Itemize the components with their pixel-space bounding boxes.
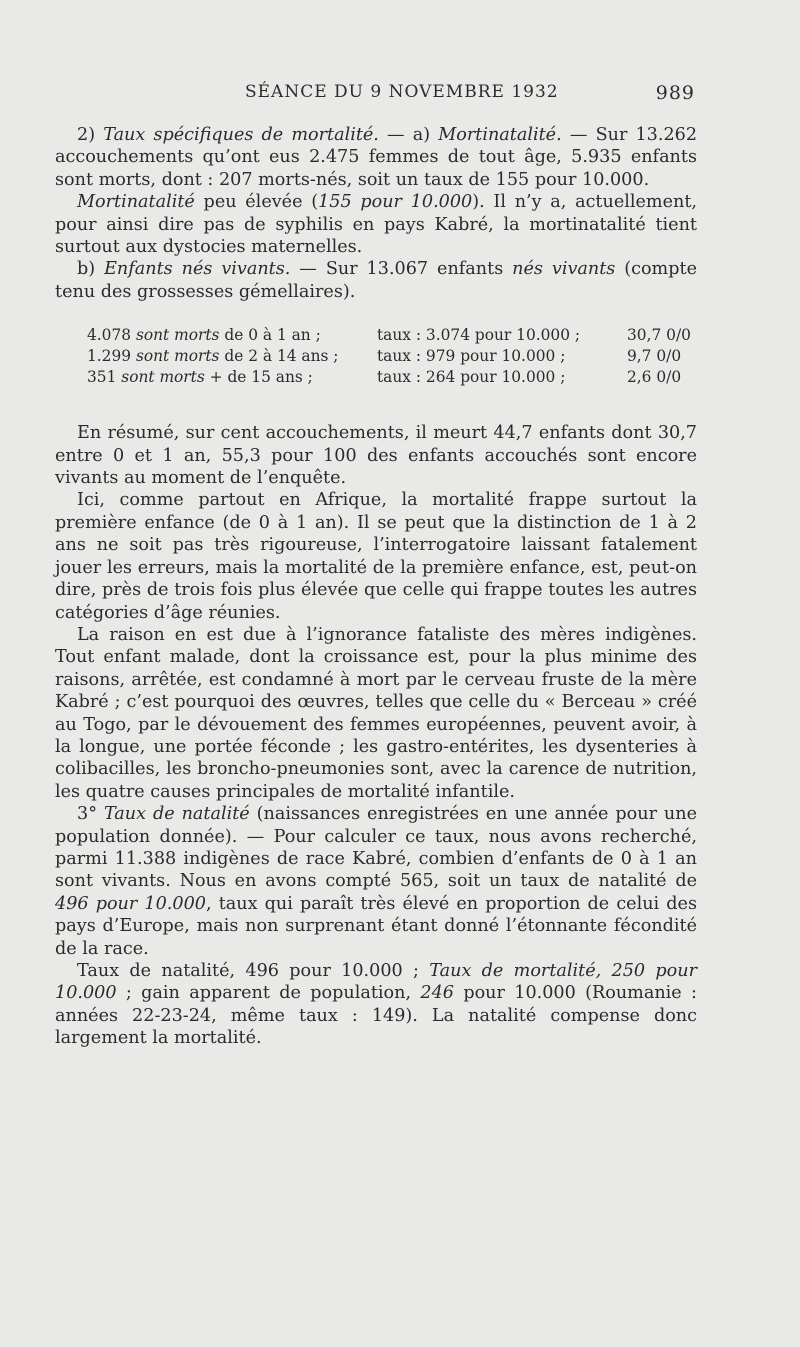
stats-row: 351 sont morts + de 15 ans ; taux : 264 pour 10.000 ; 2,6 0/0 [87, 368, 682, 387]
stats-row: 1.299 sont morts de 2 à 14 ans ; taux : 979 pour 10.000 ; 9,7 0/0 [87, 347, 682, 366]
paragraph-mortinatalite: Mortinatalité peu élevée (155 pour 10.000). Il n’y a, actuellement, pour ainsi dire pas de syphilis en pays Kabré, la mortinatalité tient surtout aux dystocies maternelles. [55, 192, 697, 258]
running-title: SÉANCE DU 9 NOVEMBRE 1932 [245, 82, 559, 102]
paragraph-section3: 3° Taux de natalité (naissances enregistrées en une année pour une population donnée). — Pour calculer ce taux, nous avons recherché, parmi 11.388 indigènes de race Kabré, combien d’enfants de 0 à 1 an sont vivants. Nous en avons compté 565, soit un taux de natalité de 496 pour 10.000, taux qui paraît très élevé en proportion de celui des pays d’Europe, mais non surprenant étant donné l’étonnante fécondité de la race. [55, 804, 697, 959]
paragraph-final: Taux de natalité, 496 pour 10.000 ; Taux de mortalité, 250 pour 10.000 ; gain apparent de population, 246 pour 10.000 (Roumanie : années 22-23-24, même taux : 149). La natalité compense donc largement la mortalité. [55, 961, 697, 1049]
mortality-stats-table [87, 325, 697, 388]
section3-title: Taux de natalité [103, 804, 250, 825]
paragraph-raison: La raison en est due à l’ignorance fataliste des mères indigènes. Tout enfant malade, dont la croissance est, pour la plus minime des raisons, arrêtée, est condamné à mort par le cerveau fruste de la mère Kabré ; c’est pourquoi des œuvres, telles que celle du « Berceau » créé au Togo, par le dévouement des femmes européennes, peuvent avoir, à la longue, une portée féconde ; les gastro-entérites, les dysenteries à colibacilles, les broncho-pneumonies sont, avec la carence de nutrition, les quatre causes principales de mortalité infantile. [55, 624, 697, 802]
page-number: 989 [655, 82, 695, 104]
paragraph-section2-a: 2) Taux spécifiques de mortalité. — a) Mortinatalité. — Sur 13.262 accouchements qu’ont eus 2.475 femmes de tout âge, 5.935 enfants sont morts, dont : 207 morts-nés, soit un taux de 155 pour 10.000. [55, 125, 698, 190]
sub-a-title: Mortinatalité. [438, 125, 562, 145]
body-text [55, 124, 697, 1050]
section2-title: Taux spécifiques de mortalité. [103, 125, 379, 145]
paragraph-resume: En résumé, sur cent accouchements, il meurt 44,7 enfants dont 30,7 entre 0 et 1 an, 55,3 pour 100 des enfants accouchés sont encore vivants au moment de l’enquête. [55, 423, 697, 489]
sub-b-title: Enfants nés vivants. [104, 259, 291, 280]
stats-row: 4.078 sont morts de 0 à 1 an ; taux : 3.074 pour 10.000 ; 30,7 0/0 [87, 326, 691, 345]
paragraph-section2-b: b) Enfants nés vivants. — Sur 13.067 enfants nés vivants (compte tenu des grossesses gémellaires). [55, 259, 697, 302]
paragraph-afrique: Ici, comme partout en Afrique, la mortalité frappe surtout la première enfance (de 0 à 1 an). Il se peut que la distinction de 1 à 2 ans ne soit pas très rigoureuse, l’interrogatoire laissant fatalement jouer les erreurs, mais la mortalité de la première enfance, est, peut-on dire, près de trois fois plus élevée que celle qui frappe toutes les autres catégories d’âge réunies. [55, 490, 697, 623]
page-header [55, 82, 695, 106]
